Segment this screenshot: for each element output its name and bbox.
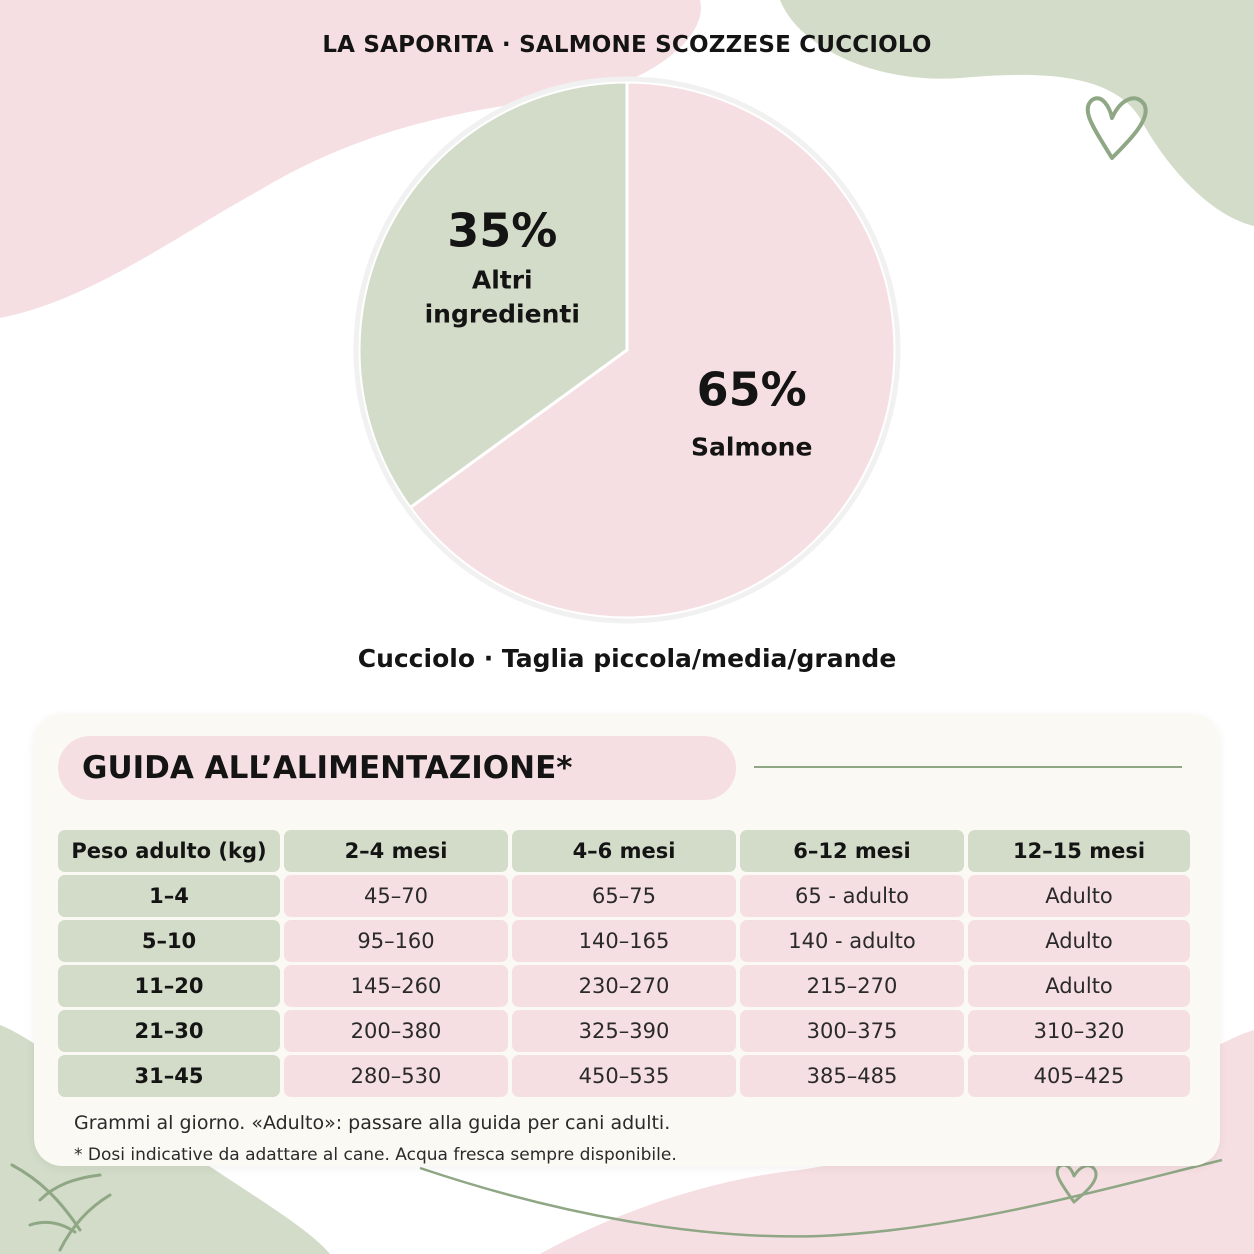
slice-percent-label: 35% [447,203,558,258]
slice-name-label: Altri ingredienti [424,265,580,329]
dose-cell: 280–530 [284,1055,508,1097]
dose-cell: Adulto [968,875,1190,917]
page-title: LA SAPORITA · SALMONE SCOZZESE CUCCIOLO [322,32,932,58]
dose-cell: 45–70 [284,875,508,917]
slice-percent-label: 65% [696,362,807,417]
feeding-guide-heading: GUIDA ALL’ALIMENTAZIONE* [58,736,736,800]
column-header: 4–6 mesi [512,830,736,872]
units-note: Grammi al giorno. «Adulto»: passare alla guida per cani adulti. [74,1112,671,1134]
dose-cell: 385–485 [740,1055,964,1097]
slice-name-label: Salmone [691,432,813,462]
weight-cell: 31–45 [58,1055,280,1097]
dose-cell: 230–270 [512,965,736,1007]
dose-cell: 310–320 [968,1010,1190,1052]
dose-cell: 450–535 [512,1055,736,1097]
dose-cell: 65 - adulto [740,875,964,917]
feeding-table [58,830,1190,1097]
dose-cell: 140 - adulto [740,920,964,962]
dose-cell: 200–380 [284,1010,508,1052]
weight-cell: 11–20 [58,965,280,1007]
dose-cell: 215–270 [740,965,964,1007]
heading-rule [754,766,1182,768]
weight-cell: 21–30 [58,1010,280,1052]
dose-cell: 95–160 [284,920,508,962]
column-header: Peso adulto (kg) [58,830,280,872]
dose-cell: 65–75 [512,875,736,917]
dose-cell: Adulto [968,965,1190,1007]
dose-cell: 140–165 [512,920,736,962]
size-subtitle: Cucciolo · Taglia piccola/media/grande [357,644,897,673]
column-header: 2–4 mesi [284,830,508,872]
feeding-guide-card [34,714,1220,1166]
column-header: 12–15 mesi [968,830,1190,872]
weight-cell: 5–10 [58,920,280,962]
column-header: 6–12 mesi [740,830,964,872]
dose-cell: 300–375 [740,1010,964,1052]
weight-cell: 1–4 [58,875,280,917]
dose-cell: 145–260 [284,965,508,1007]
footnote: * Dosi indicative da adattare al cane. Acqua fresca sempre disponibile. [74,1145,677,1165]
dose-cell: Adulto [968,920,1190,962]
dose-cell: 405–425 [968,1055,1190,1097]
dose-cell: 325–390 [512,1010,736,1052]
